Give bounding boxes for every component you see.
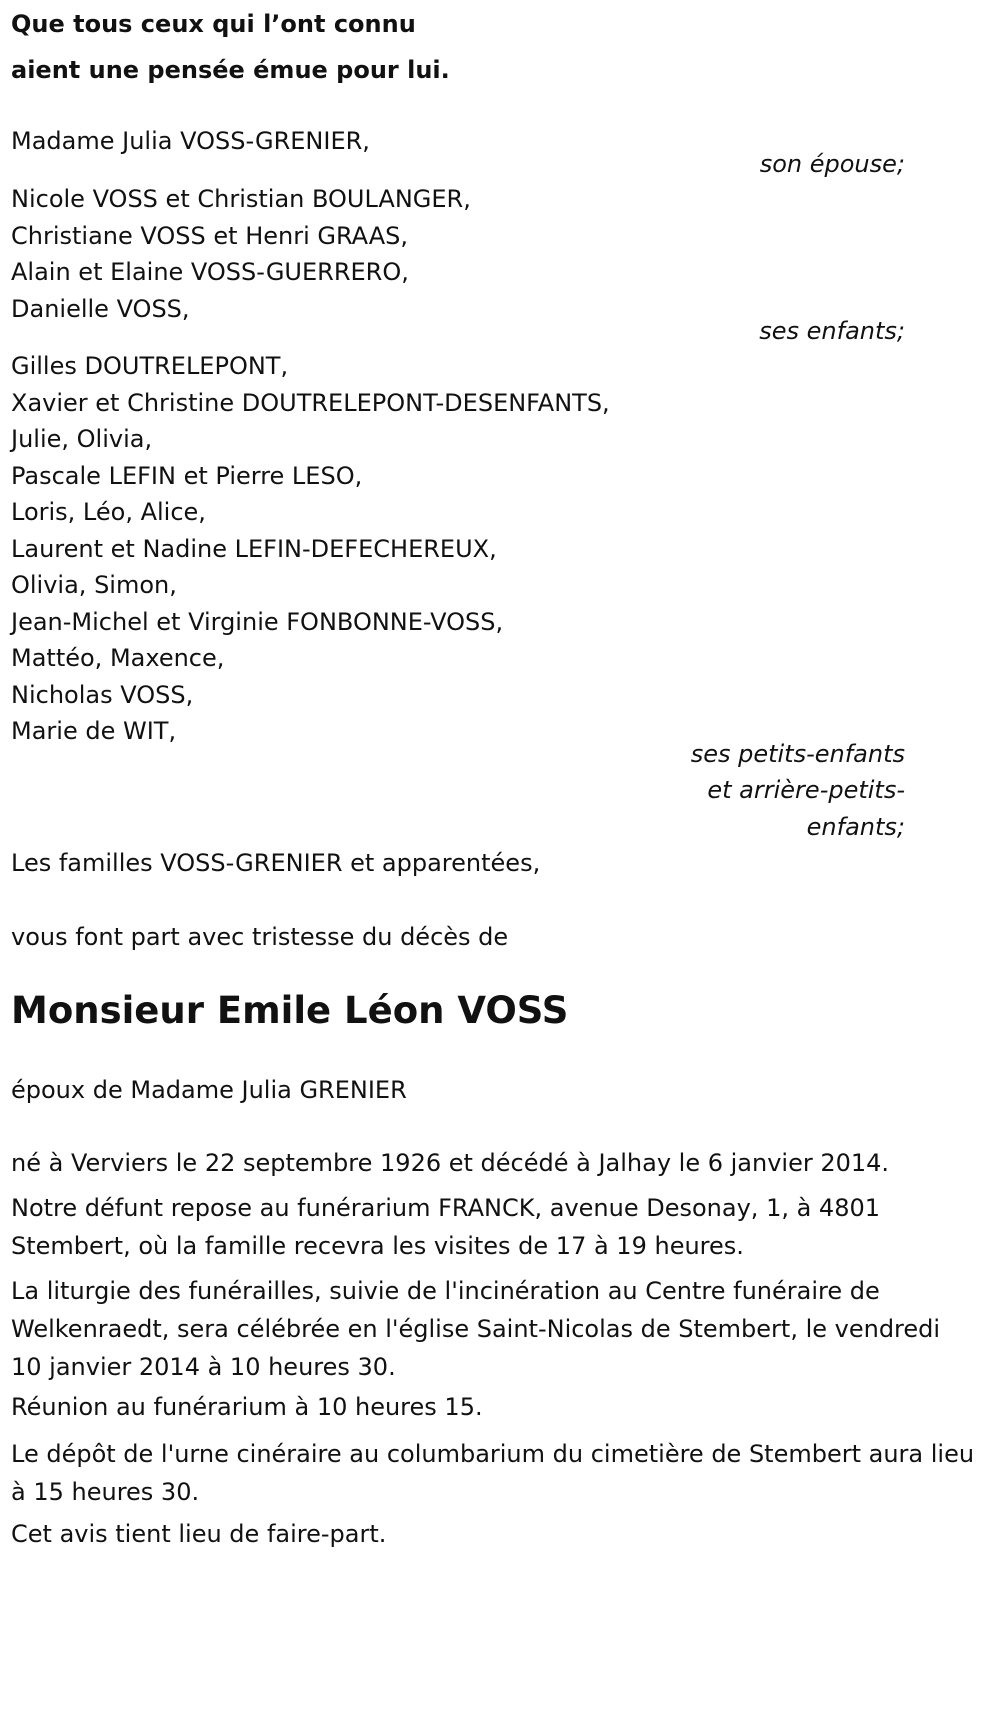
grandchild-name: Mattéo, Maxence, <box>11 644 225 672</box>
grandchildren-role-line: enfants; <box>806 813 905 841</box>
urn-paragraph: Le dépôt de l'urne cinéraire au columbarium du cimetière de Stembert aura lieu à 15 heures 30. <box>11 1440 975 1506</box>
funeral-paragraph: La liturgie des funérailles, suivie de l'incinération au Centre funéraire de Welkenraedt, sera célébrée en l'église Saint-Nicolas de Stembert, le vendredi 10 janvier 2014 à 10 heures 30. <box>11 1277 941 1381</box>
grandchild-name: Julie, Olivia, <box>11 425 153 453</box>
grandchild-name: Laurent et Nadine LEFIN-DEFECHEREUX, <box>11 535 497 563</box>
heading-line-1: Que tous ceux qui l’ont connu <box>11 10 416 38</box>
child-name: Alain et Elaine VOSS-GUERRERO, <box>11 258 409 286</box>
child-name: Danielle VOSS, <box>11 295 190 323</box>
child-name: Christiane VOSS et Henri GRAAS, <box>11 222 409 250</box>
grandchild-name: Xavier et Christine DOUTRELEPONT-DESENFANTS, <box>11 389 610 417</box>
spouse-role: son épouse; <box>759 150 905 178</box>
announcement-line: vous font part avec tristesse du décès de <box>11 923 509 951</box>
notice-line: Cet avis tient lieu de faire-part. <box>11 1520 387 1548</box>
heading-line-2: aient une pensée émue pour lui. <box>11 56 450 84</box>
child-name: Nicole VOSS et Christian BOULANGER, <box>11 185 471 213</box>
deceased-name: Monsieur Emile Léon VOSS <box>11 989 569 1032</box>
meeting-line: Réunion au funérarium à 10 heures 15. <box>11 1393 483 1421</box>
grandchildren-role-line: ses petits-enfants <box>690 740 905 768</box>
birth-death-line: né à Verviers le 22 septembre 1926 et décédé à Jalhay le 6 janvier 2014. <box>11 1149 890 1177</box>
grandchild-name: Gilles DOUTRELEPONT, <box>11 352 289 380</box>
grandchild-name: Pascale LEFIN et Pierre LESO, <box>11 462 363 490</box>
families-line: Les familles VOSS-GRENIER et apparentées, <box>11 849 541 877</box>
spouse-of-line: époux de Madame Julia GRENIER <box>11 1076 407 1104</box>
children-role: ses enfants; <box>759 317 905 345</box>
spouse-name: Madame Julia VOSS-GRENIER, <box>11 127 370 155</box>
grandchildren-role-line: et arrière-petits- <box>707 776 905 804</box>
grandchild-name: Olivia, Simon, <box>11 571 177 599</box>
grandchild-name: Jean-Michel et Virginie FONBONNE-VOSS, <box>11 608 504 636</box>
grandchild-name: Nicholas VOSS, <box>11 681 194 709</box>
grandchild-name: Loris, Léo, Alice, <box>11 498 206 526</box>
grandchild-name: Marie de WIT, <box>11 717 177 745</box>
viewing-paragraph: Notre défunt repose au funérarium FRANCK, avenue Desonay, 1, à 4801 Stembert, où la famille recevra les visites de 17 à 19 heures. <box>11 1194 881 1260</box>
